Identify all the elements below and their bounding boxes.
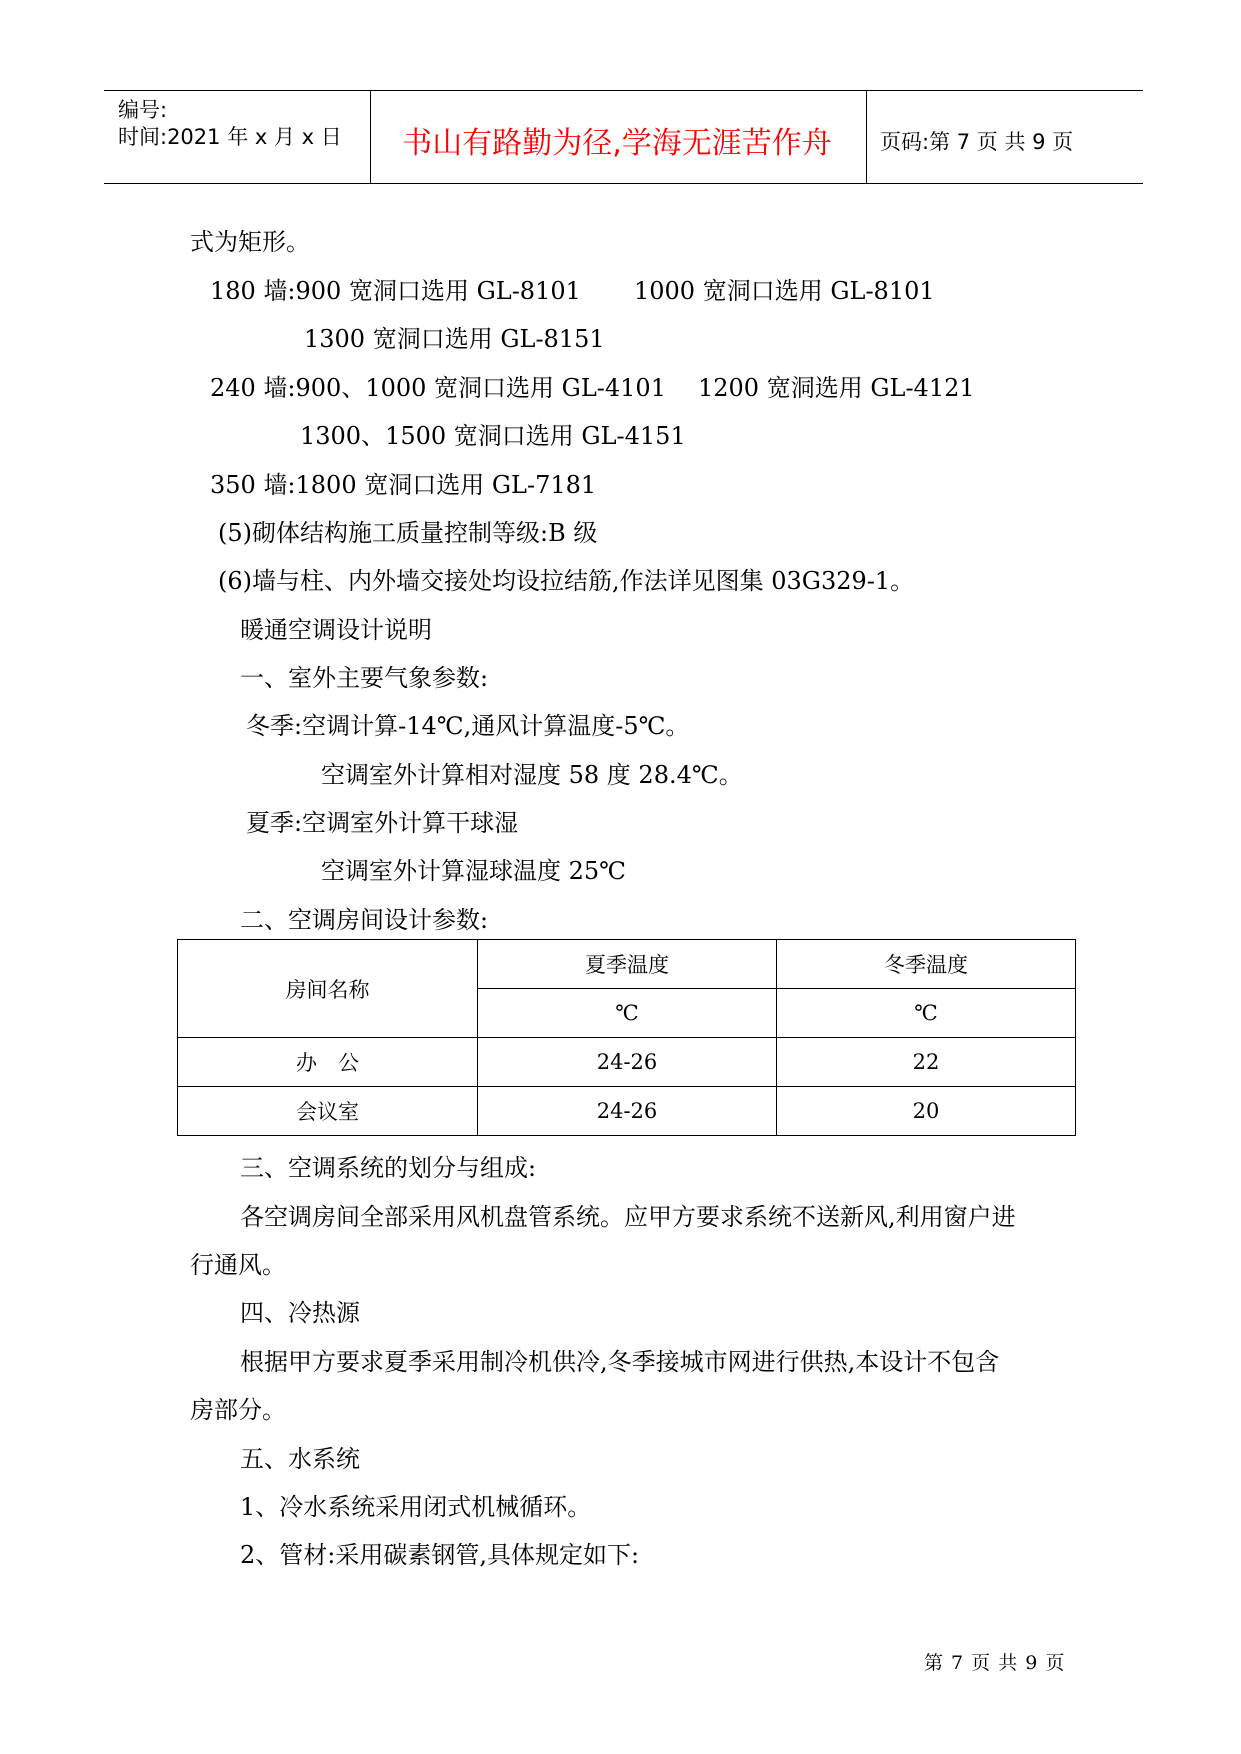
header-number-label: 编号: (118, 98, 168, 122)
body-line: 根据甲方要求夏季采用制冷机供冷,冬季接城市网进行供热,本设计不包含 (240, 1348, 1000, 1376)
winter-temp-cell: 22 (777, 1038, 1076, 1087)
header-divider-left (370, 91, 371, 184)
body-line: 空调室外计算湿球温度 25℃ (321, 857, 627, 885)
body-line: 1、冷水系统采用闭式机械循环。 (240, 1493, 592, 1521)
header-time-label: 时间:2021 年 x 月 x 日 (118, 125, 342, 149)
body-line: 行通风。 (190, 1251, 286, 1279)
room-name-header: 房间名称 (178, 940, 478, 1038)
body-line: 1300、1500 宽洞口选用 GL-4151 (300, 422, 686, 450)
body-line: 房部分。 (190, 1396, 286, 1424)
header-page-label: 页码:第 7 页 共 9 页 (880, 130, 1074, 154)
body-line: 暖通空调设计说明 (240, 616, 432, 644)
table-row (178, 1038, 1076, 1087)
table-header-row (178, 940, 1076, 989)
header-motto: 书山有路勤为径,学海无涯苦作舟 (402, 126, 832, 161)
body-line: 三、空调系统的划分与组成: (240, 1154, 537, 1182)
body-line: 五、水系统 (240, 1445, 360, 1473)
body-line: 1000 宽洞口选用 GL-8101 (634, 277, 935, 305)
body-line: 350 墙:1800 宽洞口选用 GL-7181 (210, 471, 597, 499)
body-line: 夏季:空调室外计算干球湿 (246, 809, 519, 837)
winter-temp-header: 冬季温度 (777, 940, 1076, 989)
body-line: 四、冷热源 (240, 1299, 360, 1327)
body-line: 空调室外计算相对湿度 58 度 28.4℃。 (321, 761, 743, 789)
body-line: (6)墙与柱、内外墙交接处均设拉结筋,作法详见图集 03G329-1。 (218, 567, 915, 595)
body-line: 180 墙:900 宽洞口选用 GL-8101 (210, 277, 581, 305)
page-footer: 第 7 页 共 9 页 (924, 1652, 1066, 1674)
body-line: 一、室外主要气象参数: (240, 664, 489, 692)
winter-unit: ℃ (777, 989, 1076, 1038)
header-divider-right (866, 91, 867, 184)
body-line: 1300 宽洞口选用 GL-8151 (304, 325, 605, 353)
room-name-cell: 办 公 (178, 1038, 478, 1087)
body-line: 式为矩形。 (190, 228, 310, 256)
summer-unit: ℃ (478, 989, 777, 1038)
body-line: 240 墙:900、1000 宽洞口选用 GL-4101 (210, 374, 666, 402)
summer-temp-header: 夏季温度 (478, 940, 777, 989)
body-line: (5)砌体结构施工质量控制等级:B 级 (218, 519, 598, 547)
header-top-rule (104, 90, 1143, 91)
room-parameter-table (177, 939, 1076, 1136)
room-name-cell: 会议室 (178, 1087, 478, 1136)
header-bottom-rule (104, 183, 1143, 184)
body-line: 冬季:空调计算-14℃,通风计算温度-5℃。 (246, 712, 690, 740)
winter-temp-cell: 20 (777, 1087, 1076, 1136)
body-line: 2、管材:采用碳素钢管,具体规定如下: (240, 1541, 640, 1569)
body-line: 1200 宽洞选用 GL-4121 (698, 374, 975, 402)
summer-temp-cell: 24-26 (478, 1038, 777, 1087)
body-line: 各空调房间全部采用风机盘管系统。应甲方要求系统不送新风,利用窗户进 (240, 1203, 1016, 1231)
summer-temp-cell: 24-26 (478, 1087, 777, 1136)
body-line: 二、空调房间设计参数: (240, 906, 489, 934)
table-row (178, 1087, 1076, 1136)
